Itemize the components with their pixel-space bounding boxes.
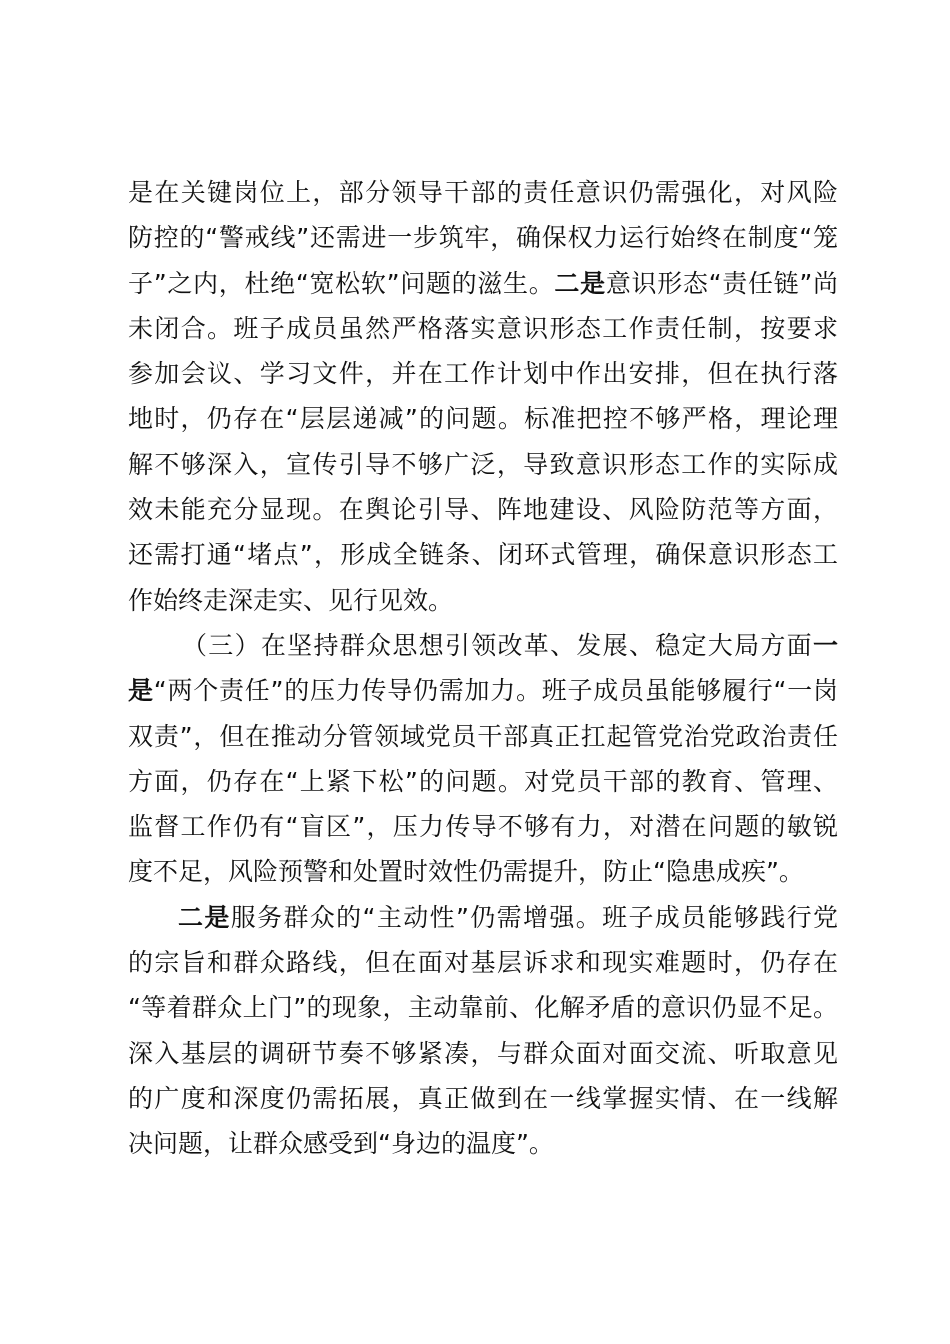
text-line: 双责”，但在推动分管领域党员干部真正扛起管党治党政治责任 (128, 721, 838, 751)
text-line: 的宗旨和群众路线，但在面对基层诉求和现实难题时，仍存在 (128, 948, 838, 978)
text-line: 防控的“警戒线”还需进一步筑牢，确保权力运行始终在制度“笼 (128, 223, 838, 253)
text-line: 未闭合。班子成员虽然严格落实意识形态工作责任制，按要求 (128, 313, 838, 343)
text-line: 决问题，让群众感受到“身边的温度”。 (128, 1129, 554, 1159)
text-line: 参加会议、学习文件，并在工作计划中作出安排，但在执行落 (128, 359, 838, 389)
paragraph-start-line: 二是服务群众的“主动性”仍需增强。班子成员能够践行党 (178, 902, 838, 932)
emphasis-label: 是 (128, 676, 154, 706)
section-heading-line: （三）在坚持群众思想引领改革、发展、稳定大局方面一 (182, 630, 838, 660)
text-line: 子”之内，杜绝“宽松软”问题的滋生。二是意识形态“责任链”尚 (128, 268, 838, 298)
text-line: 地时，仍存在“层层递减”的问题。标准把控不够严格，理论理 (128, 404, 838, 434)
text-line: 监督工作仍有“盲区”，压力传导不够有力，对潜在问题的敏锐 (128, 812, 838, 842)
text-line: “等着群众上门”的现象，主动靠前、化解矛盾的意识仍显不足。 (128, 993, 838, 1023)
text-line: 是在关键岗位上，部分领导干部的责任意识仍需强化，对风险 (128, 178, 838, 207)
text-line: 解不够深入，宣传引导不够广泛，导致意识形态工作的实际成 (128, 449, 838, 479)
text-line: 方面，仍存在“上紧下松”的问题。对党员干部的教育、管理、 (128, 766, 838, 796)
text-line: 效未能充分显现。在舆论引导、阵地建设、风险防范等方面， (128, 495, 838, 525)
emphasis-label: 一 (812, 630, 838, 660)
emphasis-label: 二是 (178, 902, 231, 932)
text-line: 是“两个责任”的压力传导仍需加力。班子成员虽能够履行“一岗 (128, 676, 838, 706)
text-line: 作始终走深走实、见行见效。 (128, 585, 454, 615)
text-line: 还需打通“堵点”，形成全链条、闭环式管理，确保意识形态工 (128, 540, 838, 570)
text-line: 的广度和深度仍需拓展，真正做到在一线掌握实情、在一线解 (128, 1083, 838, 1113)
body-text (128, 170, 838, 1167)
text-line: 深入基层的调研节奏不够紧凑，与群众面对面交流、听取意见 (128, 1038, 838, 1068)
emphasis-label: 二是 (554, 268, 606, 298)
text-line: 度不足，风险预警和处置时效性仍需提升，防止“隐患成疾”。 (128, 857, 804, 887)
